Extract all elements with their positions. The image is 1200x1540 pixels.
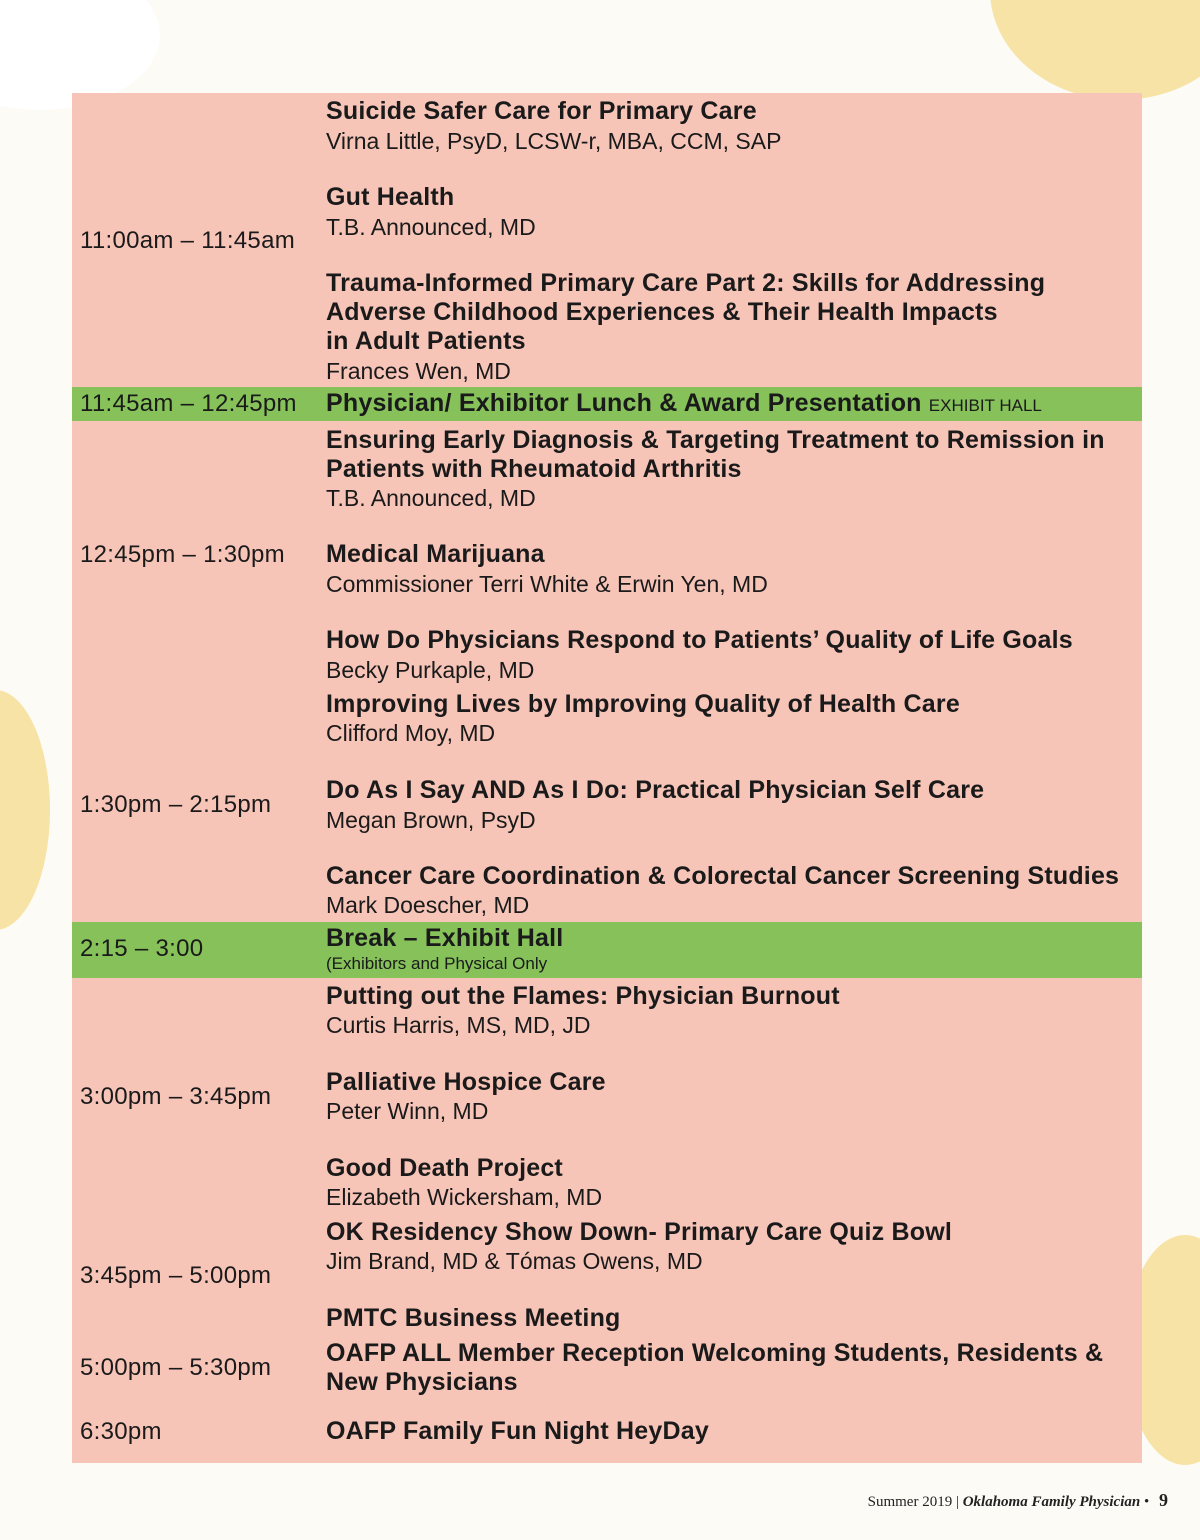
footer-bullet: • bbox=[1143, 1494, 1150, 1510]
slot-time: 11:45am – 12:45pm bbox=[80, 390, 297, 417]
session-title: Putting out the Flames: Physician Burnout bbox=[326, 982, 840, 1010]
session-title: Good Death Project bbox=[326, 1154, 563, 1182]
slot-time: 11:00am – 11:45am bbox=[80, 227, 296, 254]
session-speaker: Curtis Harris, MS, MD, JD bbox=[326, 1012, 591, 1038]
session-title: Patients with Rheumatoid Arthritis bbox=[326, 455, 742, 483]
highlight-row-lunch bbox=[72, 387, 1142, 421]
highlight-row-break bbox=[72, 922, 1142, 978]
session-title: Adverse Childhood Experiences & Their Health Impacts bbox=[326, 298, 998, 326]
footer-publication: Oklahoma Family Physician bbox=[962, 1494, 1141, 1510]
session-title: Cancer Care Coordination & Colorectal Cancer Screening Studies bbox=[326, 862, 1120, 890]
session-speaker: Mark Doescher, MD bbox=[326, 892, 530, 918]
slot-time: 3:45pm – 5:00pm bbox=[80, 1262, 272, 1289]
footer-separator: | bbox=[955, 1494, 959, 1510]
session-title: PMTC Business Meeting bbox=[326, 1304, 621, 1332]
session-title: in Adult Patients bbox=[326, 327, 526, 355]
session-title: Suicide Safer Care for Primary Care bbox=[326, 97, 757, 125]
session-title: Gut Health bbox=[326, 183, 455, 211]
session-note: (Exhibitors and Physical Only bbox=[326, 954, 548, 973]
session-title: How Do Physicians Respond to Patients’ Quality of Life Goals bbox=[326, 626, 1073, 654]
slot-time: 6:30pm bbox=[80, 1418, 162, 1445]
session-title: OAFP ALL Member Reception Welcoming Students, Residents & bbox=[326, 1339, 1104, 1367]
session-speaker: Virna Little, PsyD, LCSW-r, MBA, CCM, SAP bbox=[326, 128, 782, 154]
session-title: Medical Marijuana bbox=[326, 540, 545, 568]
session-title: New Physicians bbox=[326, 1368, 518, 1396]
session-title: Do As I Say AND As I Do: Practical Physician Self Care bbox=[326, 776, 985, 804]
slot-time: 12:45pm – 1:30pm bbox=[80, 541, 285, 568]
schedule-panel bbox=[72, 93, 1142, 1463]
session-speaker: Commissioner Terri White & Erwin Yen, MD bbox=[326, 571, 768, 597]
slot-time: 1:30pm – 2:15pm bbox=[80, 791, 272, 818]
session-title: Ensuring Early Diagnosis & Targeting Treatment to Remission in bbox=[326, 426, 1105, 454]
session-title: Improving Lives by Improving Quality of Health Care bbox=[326, 690, 960, 718]
session-title: OAFP Family Fun Night HeyDay bbox=[326, 1417, 709, 1445]
session-speaker: T.B. Announced, MD bbox=[326, 485, 536, 511]
session-speaker: Elizabeth Wickersham, MD bbox=[326, 1184, 603, 1210]
page-footer bbox=[868, 1490, 1168, 1511]
slot-time: 5:00pm – 5:30pm bbox=[80, 1354, 272, 1381]
session-title: Break – Exhibit Hall bbox=[326, 924, 564, 952]
session-speaker: T.B. Announced, MD bbox=[326, 214, 536, 240]
session-speaker: Clifford Moy, MD bbox=[326, 720, 496, 746]
session-speaker: Becky Purkaple, MD bbox=[326, 657, 535, 683]
footer-season: Summer 2019 bbox=[867, 1494, 953, 1510]
session-speaker: Peter Winn, MD bbox=[326, 1098, 489, 1124]
session-speaker: Megan Brown, PsyD bbox=[326, 807, 536, 833]
session-title: Trauma-Informed Primary Care Part 2: Skills for Addressing bbox=[326, 269, 1046, 297]
page-number: 9 bbox=[1159, 1490, 1168, 1510]
session-title: Palliative Hospice Care bbox=[326, 1068, 606, 1096]
session-speaker: Frances Wen, MD bbox=[326, 358, 511, 384]
session-speaker: Jim Brand, MD & Tómas Owens, MD bbox=[326, 1248, 703, 1274]
slot-time: 2:15 – 3:00 bbox=[80, 935, 204, 962]
session-title bbox=[326, 389, 1042, 420]
decor-blob-top-right bbox=[990, 0, 1200, 100]
lunch-title: Physician/ Exhibitor Lunch & Award Presentation bbox=[326, 389, 922, 417]
location-tag: EXHIBIT HALL bbox=[928, 396, 1042, 415]
slot-time: 3:00pm – 3:45pm bbox=[80, 1083, 272, 1110]
decor-blob-left bbox=[0, 690, 50, 930]
session-title: OK Residency Show Down- Primary Care Quiz Bowl bbox=[326, 1218, 952, 1246]
